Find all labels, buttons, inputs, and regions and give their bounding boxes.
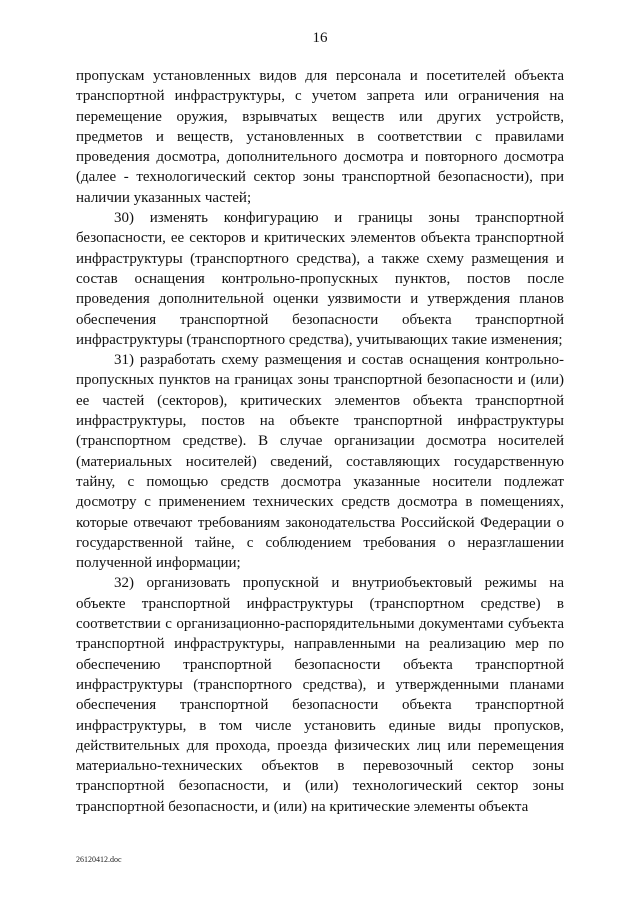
document-body (76, 66, 564, 817)
footer-filename: 26120412.doc (76, 855, 122, 864)
paragraph-continuation: пропускам установленных видов для персонала и посетителей объекта транспортной инфраструктуры, с учетом запрета или ограничения на перемещение оружия, взрывчатых веществ или других устройств, предметов и веществ, установленных в соответствии с правилами проведения досмотра, дополнительного досмотра и повторного досмотра (далее - технологический сектор зоны транспортной безопасности), при наличии указанных частей; (76, 68, 564, 206)
paragraph-item-30: 30) изменять конфигурацию и границы зоны транспортной безопасности, ее секторов и критических элементов объекта транспортной инфраструктуры (транспортного средства), а также схему размещения и состав оснащения контрольно-пропускных пунктов, постов после проведения дополнительной оценки уязвимости и утверждения планов обеспечения транспортной безопасности объекта транспортной инфраструктуры (транспортного средства), учитывающих такие изменения; (76, 210, 564, 348)
page-number: 16 (312, 30, 328, 46)
paragraph-item-32: 32) организовать пропускной и внутриобъектовый режимы на объекте транспортной инфраструктуры (транспортном средстве) в соответствии с организационно-распорядительными документами субъекта транспортной инфраструктуры, направленными на реализацию мер по обеспечению транспортной безопасности объекта транспортной инфраструктуры (транспортного средства), и утвержденными планами обеспечения транспортной безопасности объекта транспортной инфраструктуры, в том числе установить единые виды пропусков, действительных для прохода, проезда физических лиц или перемещения материально-технических объектов в перевозочный сектор зоны транспортной безопасности, и (или) технологический сектор зоны транспортной безопасности, и (или) на критические элементы объекта (76, 575, 564, 815)
paragraph-item-31: 31) разработать схему размещения и состав оснащения контрольно-пропускных пунктов на границах зоны транспортной безопасности и (или) ее частей (секторов), критических элементов объекта транспортной инфраструктуры, постов на объекте транспортной инфраструктуры (транспортном средстве). В случае организации досмотра носителей (материальных носителей) сведений, составляющих государственную тайну, с помощью средств досмотра указанные носители подлежат досмотру с применением технических средств досмотра в помещениях, которые отвечают требованиям законодательства Российской Федерации о государственной тайне, с соблюдением требования о неразглашении полученной информации; (76, 352, 564, 572)
